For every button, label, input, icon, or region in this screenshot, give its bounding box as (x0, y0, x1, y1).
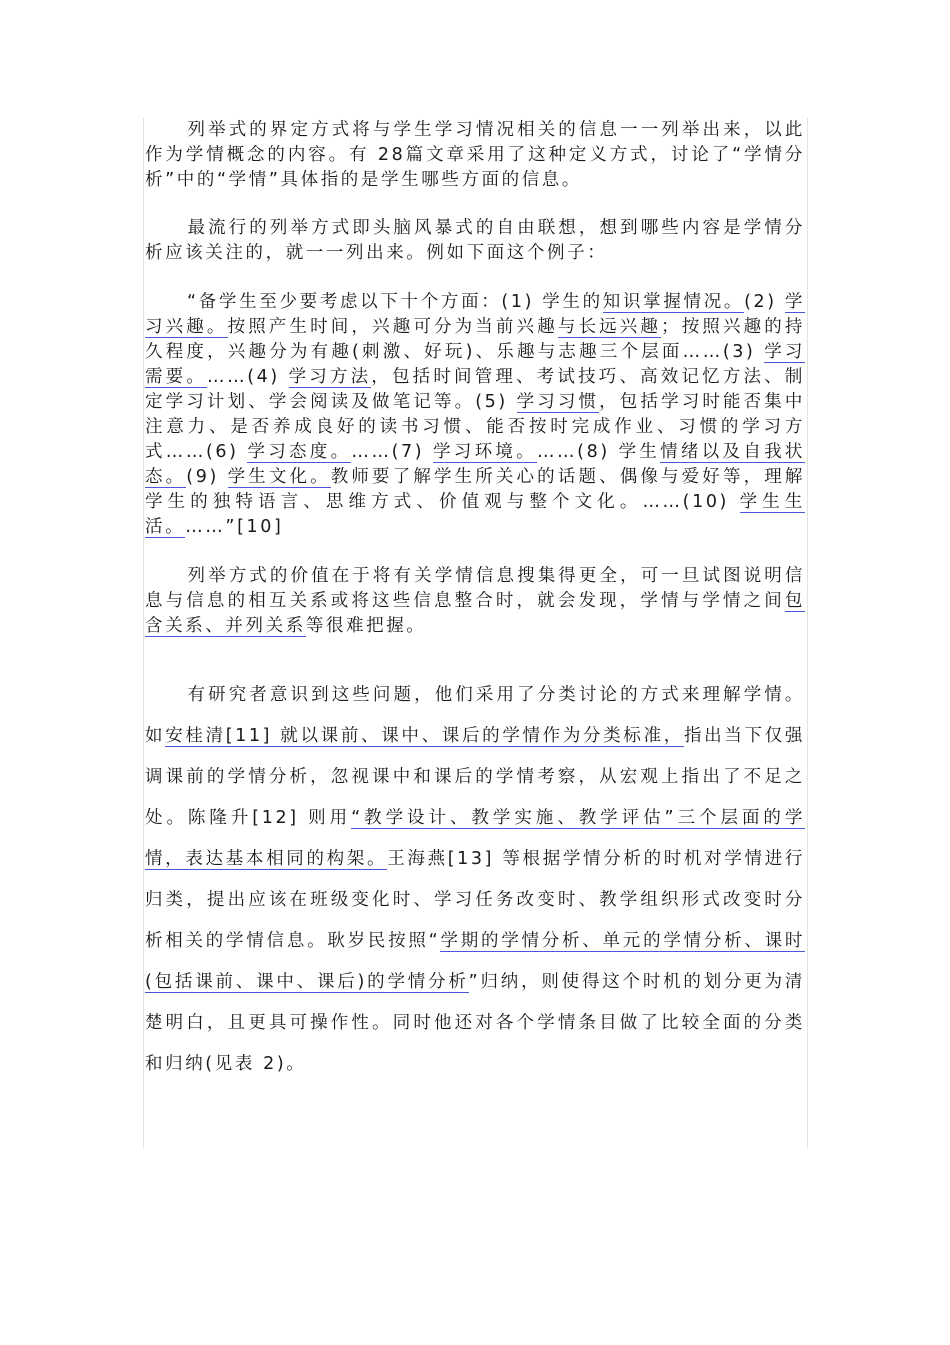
annotation-underline: 学生生活。 (145, 492, 805, 537)
text-segment: ……(4) (207, 367, 289, 387)
annotation-underline: 安桂清[11] 就以课前、课中、课后的学情作为分类标准， (165, 726, 684, 746)
annotation-underline: “教学设计、教学实施、教学评估”三个层面的学情，表达基本相同的构架。 (145, 808, 805, 869)
text-segment: ”归纳，则使得这个时机的划分更为清楚明白，且更具可操作性。同时他还对各个学情条目做了比较全面的分类和归纳(见表 2)。 (145, 972, 805, 1074)
text-segment: ……(7) (351, 442, 434, 462)
paragraph-quote-ten-aspects (145, 290, 805, 540)
text-segment: ……”[10] (185, 517, 284, 537)
paragraph-brainstorm (145, 216, 805, 266)
text-segment: 教师要了解学生所关心的话题、偶像与爱好等，理解学生的独特语言、思维方式、价值观与整个文化。……(10) (145, 467, 805, 512)
paragraph-list-definition (145, 118, 805, 193)
text-segment: “备学生至少要考虑以下十个方面：(1) 学生的 (187, 292, 603, 312)
text-segment: 等很难把握。 (305, 616, 427, 636)
annotation-underline: 包含关系、并列关系 (145, 591, 805, 636)
annotation-underline: 学习习惯 (516, 392, 600, 412)
annotation-underline: 情绪以及自我状态。 (145, 442, 805, 487)
text-segment: (9) (186, 467, 228, 487)
text-segment: 有研究者意识到这些问题，他们采用了分类讨论的方式来理解学情。如 (145, 685, 805, 746)
annotation-underline: 学期的学情分析、单元的学情分析、课时(包括课前、课中、课后)的学情分析 (145, 931, 805, 992)
text-segment: ，包括学习时能否集中注意力、是否养成良好的读书习惯、能否按时完成作业、习惯的学习方式……(6) (145, 392, 806, 462)
paragraph-list-value (145, 564, 805, 639)
text-segment: 王海燕[13] 等根据学情分析的时机对学情进行归类，提出应该在班级变化时、学习任务改变时、教学组织形式改变时分析相关的学情信息。耿岁民按照“ (145, 849, 805, 951)
text-segment: ；按照兴趣的持久程度，兴趣分为有趣(刺激、好玩)、乐趣与志趣三个层面……(3) (145, 317, 806, 362)
annotation-underline: 学习方法 (288, 367, 372, 387)
annotation-underline: 学习需要。 (145, 342, 805, 387)
paragraph-text: 最流行的列举方式即头脑风暴式的自由联想，想到哪些内容是学情分析应该关注的，就一一列出来。例如下面这个例子： (145, 218, 805, 263)
annotation-underline: 学习环境。 (433, 442, 537, 462)
text-segment: (2) (744, 292, 785, 312)
text-segment: 列举方式的价值在于将有关学情信息搜集得更全，可一旦试图说明信息与信息的相互关系或将这些信息整合时，就会发现，学情与学情之间 (145, 566, 805, 611)
annotation-underline: 学习态度。 (247, 442, 352, 462)
text-segment: ，包括时间管理、考试技巧、高效记忆方法、制定学习计划、学会阅读及做笔记等。(5) (145, 367, 805, 412)
text-segment: 指出当下仅强调课前的学情分析，忽视课中和课后的学情考察，从宏观上指出了不足之处。陈隆升[12] 则用 (145, 726, 805, 828)
text-segment: ……(8) 学生 (536, 442, 661, 462)
annotation-underline: 学生文化。 (227, 467, 331, 487)
annotation-underline: 与长远兴趣 (557, 317, 662, 337)
annotation-underline: 学习兴趣。 (145, 292, 806, 337)
annotation-underline: 知识掌握情况。 (602, 292, 745, 312)
paragraph-classification (145, 675, 805, 1085)
text-segment: 按照产生时间，兴趣可分为当前兴趣 (227, 317, 558, 337)
paragraph-text: 列举式的界定方式将与学生学习情况相关的信息一一列举出来，以此作为学情概念的内容。有 28篇文章采用了这种定义方式，讨论了“学情分析”中的“学情”具体指的是学生哪些方面的信息。 (145, 120, 805, 190)
